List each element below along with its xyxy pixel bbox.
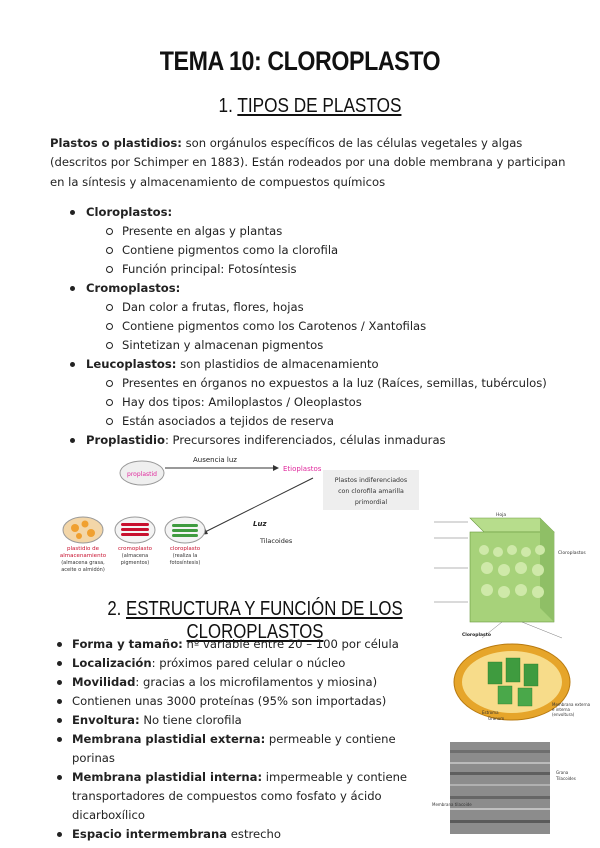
- feature-term: Membrana plastidial externa:: [72, 732, 266, 746]
- sub-item: Contiene pigmentos como los Carotenos / Xantofilas: [86, 317, 570, 336]
- sub-item: Sintetizan y almacenan pigmentos: [86, 336, 570, 355]
- membrana-line-3: (envoltura): [552, 712, 575, 717]
- chromoplast-line-3: pigmentos): [120, 560, 150, 566]
- tilacoides-label: Tilacoides: [260, 537, 293, 545]
- sub-list: [86, 298, 570, 355]
- list-item: [50, 654, 435, 673]
- feature-text: impermeable y contiene transportadores de compuestos como fosfato y ácido dicarboxílico: [72, 770, 408, 822]
- type-desc: son plastidios de almacenamiento: [176, 357, 379, 371]
- proplastid-label: proplastid: [127, 471, 157, 478]
- section-1-heading: [43, 95, 576, 118]
- membrana-line-1: Membrana externa: [552, 702, 591, 707]
- list-item: [50, 768, 435, 825]
- feature-text: permeable y contiene porinas: [72, 732, 396, 765]
- section-1-title: TIPOS DE PLASTOS: [237, 95, 402, 117]
- amyloplast-line-3: (almacena grasa,: [61, 560, 105, 566]
- list-item: [50, 730, 435, 768]
- etioplastos-label: Etioplastos: [283, 465, 322, 473]
- chloroplast-line-1: cloroplasto: [169, 546, 201, 552]
- type-desc: : Precursores indiferenciados, células inmaduras: [164, 433, 446, 447]
- ausencia-luz-label: Ausencia luz: [193, 456, 237, 464]
- list-item: [50, 711, 435, 730]
- list-item: [50, 673, 435, 692]
- feature-term: Membrana plastidial interna:: [72, 770, 263, 784]
- type-name: Cloroplastos:: [86, 205, 173, 219]
- feature-text: nº variable entre 20 – 100 por célula: [182, 637, 399, 651]
- grana-label: Grana: [556, 770, 569, 775]
- sub-list: [86, 222, 570, 279]
- list-item: [50, 203, 570, 279]
- sub-item: Dan color a frutas, flores, hojas: [86, 298, 570, 317]
- feature-term: Localización: [72, 656, 152, 670]
- type-name: Cromoplastos:: [86, 281, 181, 295]
- tilacoides-anat-label: Tilacoides: [556, 776, 576, 781]
- sub-item: Hay dos tipos: Amiloplastos / Oleoplastos: [86, 393, 570, 412]
- feature-text: Contienen unas 3000 proteínas (95% son importadas): [72, 694, 387, 708]
- box-line-2: con clorofila amarilla: [338, 488, 404, 495]
- type-name: Leucoplastos:: [86, 357, 177, 371]
- list-item: [50, 692, 435, 711]
- sub-item: Función principal: Fotosíntesis: [86, 260, 570, 279]
- feature-text: estrecho: [227, 827, 281, 841]
- feature-term: Envoltura:: [72, 713, 140, 727]
- list-item: [50, 279, 570, 355]
- box-line-1: Plastos indiferenciados: [334, 477, 408, 484]
- membrana-line-2: e interna: [552, 707, 570, 712]
- arrowhead: [273, 465, 279, 471]
- micrografia-label: Membrana tilacoide: [432, 802, 472, 807]
- section-1-number: 1.: [218, 95, 233, 117]
- feature-term: Espacio intermembrana: [72, 827, 228, 841]
- plastid-differentiation-diagram: [55, 450, 435, 580]
- intro-text: son orgánulos específicos de las células vegetales y algas (descritos por Schimper en 1883). Están rodeados por una doble membrana y participan en la síntesis y almacenamiento de compuestos químicos: [50, 136, 566, 189]
- sub-item: Presentes en órganos no expuestos a la luz (Raíces, semillas, tubérculos): [86, 374, 570, 393]
- cloroplastos-label: Cloroplastos: [558, 551, 586, 556]
- granum-label: Granum: [488, 716, 505, 721]
- plastid-types-list: [50, 203, 570, 450]
- intro-paragraph: [50, 134, 570, 192]
- feature-text: No tiene clorofila: [139, 713, 242, 727]
- sub-list: [86, 374, 570, 431]
- feature-term: Forma y tamaño:: [72, 637, 183, 651]
- feature-text: : próximos pared celular o núcleo: [151, 656, 346, 670]
- amyloplast-line-1: plastidio de: [67, 546, 99, 552]
- list-item: [50, 825, 435, 844]
- sub-item: Contiene pigmentos como la clorofila: [86, 241, 570, 260]
- box-line-3: primordial: [354, 499, 388, 506]
- section-2-title: ESTRUCTURA Y FUNCIÓN DE LOS CLOROPLASTOS: [126, 598, 403, 643]
- amyloplast-line-2: almacenamiento: [59, 553, 107, 559]
- sub-item: Presente en algas y plantas: [86, 222, 570, 241]
- estroma-label: Estroma: [482, 710, 499, 715]
- sub-item: Están asociados a tejidos de reserva: [86, 412, 570, 431]
- chromoplast-line-2: (almacena: [121, 553, 149, 559]
- hoja-label: Hoja: [496, 513, 507, 518]
- list-item: [50, 431, 570, 450]
- intro-term: Plastos o plastidios:: [50, 136, 182, 150]
- feature-term: Movilidad: [72, 675, 136, 689]
- chloroplast-anatomy-illustration: [432, 510, 592, 840]
- section-2-number: 2.: [107, 598, 122, 620]
- chromoplast-line-1: cromoplasto: [117, 546, 153, 552]
- type-name: Proplastidio: [86, 433, 165, 447]
- amyloplast-line-4: aceite o almidón): [61, 567, 105, 573]
- list-item: [50, 635, 435, 654]
- chloroplast-features-list: [50, 635, 435, 844]
- luz-label: Luz: [253, 520, 267, 528]
- amyloplast-shape: [63, 517, 103, 543]
- feature-text: : gracias a los microfilamentos y miosina): [135, 675, 378, 689]
- chloroplast-line-2: (realiza la: [172, 553, 198, 559]
- page-title: TEMA 10: CLOROPLASTO: [159, 46, 441, 76]
- list-item: [50, 355, 570, 431]
- cloroplasto-label: Cloroplasto: [462, 633, 491, 638]
- chloroplast-line-3: fotosíntesis): [169, 560, 201, 566]
